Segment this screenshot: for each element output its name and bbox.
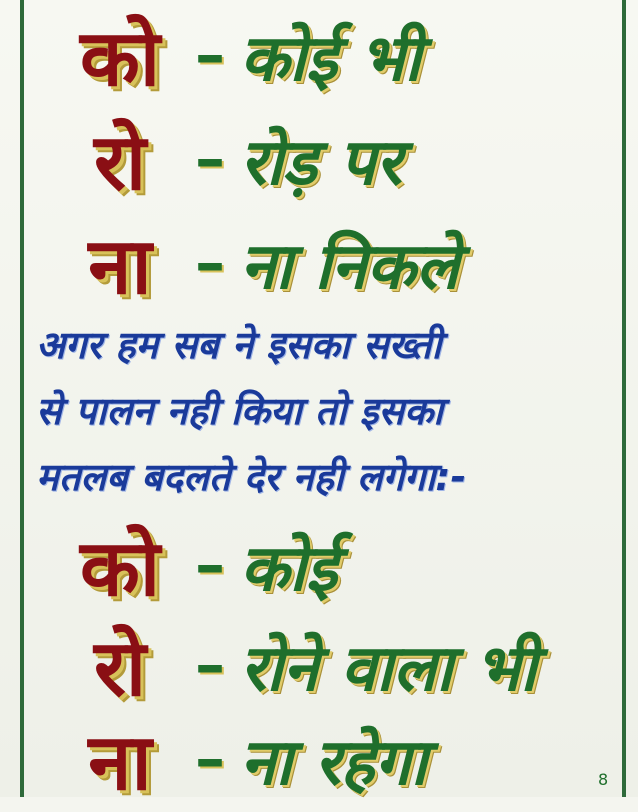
meaning-na-rahega: ना रहेगा <box>240 725 428 800</box>
syllable-na: ना <box>88 222 152 312</box>
message-line-1: अगर हम सब ने इसका सख्ती <box>36 323 442 367</box>
top-line-na <box>60 210 459 316</box>
syllable-ko: को <box>79 524 161 614</box>
bottom-line-ko <box>60 512 337 618</box>
dash: – <box>195 228 225 298</box>
syllable-na: ना <box>88 718 152 808</box>
meaning-road-par: रोड़ पर <box>240 125 402 200</box>
dash: – <box>195 530 225 600</box>
message-line-3: मतलब बदलते देर नही लगेगा:- <box>36 455 467 499</box>
top-line-ro <box>60 106 402 212</box>
right-border-line <box>622 0 626 797</box>
syllable-ro: रो <box>93 118 147 208</box>
syllable-ko: को <box>79 14 161 104</box>
left-border-line <box>20 0 24 797</box>
bottom-line-na <box>60 706 427 812</box>
message-line-2: से पालन नही किया तो इसका <box>36 389 444 433</box>
top-line-ko <box>60 2 421 108</box>
meaning-na-nikle: ना निकले <box>240 229 460 304</box>
dash: – <box>195 630 225 700</box>
bottom-line-ro <box>60 612 537 718</box>
syllable-ro: रो <box>93 624 147 714</box>
dash: – <box>195 724 225 794</box>
meaning-rone-wala-bhi: रोने वाला भी <box>240 631 537 706</box>
dash: – <box>195 124 225 194</box>
meaning-koi: कोई <box>240 531 338 606</box>
corner-mark: 8 <box>598 770 609 789</box>
dash: – <box>195 20 225 90</box>
meaning-koi-bhi: कोई भी <box>240 21 422 96</box>
